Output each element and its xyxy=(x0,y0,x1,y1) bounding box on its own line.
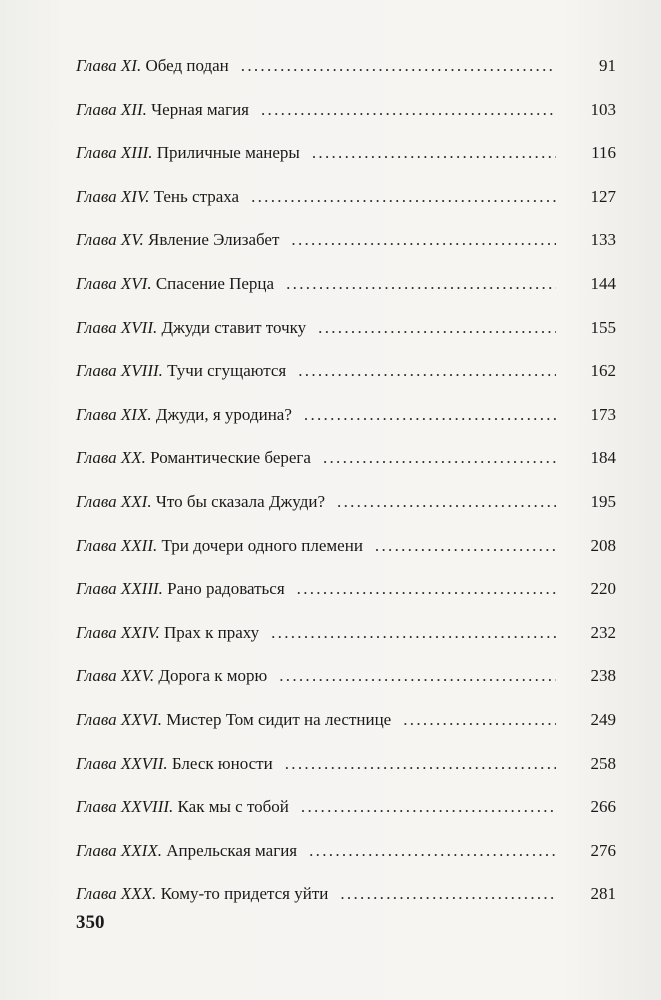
toc-entry xyxy=(76,492,616,536)
chapter-page: 258 xyxy=(590,753,616,773)
toc-entry xyxy=(76,274,616,318)
chapter-number: Глава XXIV. xyxy=(76,622,160,642)
toc-entry xyxy=(76,623,616,667)
chapter-title: Мистер Том сидит на лестнице xyxy=(166,709,392,729)
chapter-title: Черная магия xyxy=(151,99,249,119)
toc-entry xyxy=(76,100,616,144)
chapter-page: 173 xyxy=(590,404,616,424)
dot-leader xyxy=(309,841,556,861)
chapter-title: Апрельская магия xyxy=(166,840,298,860)
dot-leader xyxy=(304,405,556,425)
chapter-page: 232 xyxy=(590,622,616,642)
chapter-page: 238 xyxy=(590,666,616,686)
toc-entry xyxy=(76,405,616,449)
dot-leader xyxy=(375,536,556,556)
dot-leader xyxy=(261,100,556,120)
chapter-page: 276 xyxy=(590,840,616,860)
toc-entry xyxy=(76,361,616,405)
chapter-title: Что бы сказала Джуди? xyxy=(155,491,326,511)
dot-leader xyxy=(301,797,556,817)
page-number: 350 xyxy=(76,912,105,933)
chapter-title: Прах к праху xyxy=(164,622,260,642)
toc-entry xyxy=(76,187,616,231)
chapter-title: Как мы с тобой xyxy=(177,797,289,817)
dot-leader xyxy=(403,710,556,730)
dot-leader xyxy=(241,56,556,76)
chapter-number: Глава XIII. xyxy=(76,143,153,163)
chapter-title: Явление Элизабет xyxy=(147,230,280,250)
chapter-title: Три дочери одного племени xyxy=(161,535,363,555)
toc-entry xyxy=(76,666,616,710)
chapter-number: Глава XVI. xyxy=(76,273,152,293)
toc-entry xyxy=(76,579,616,623)
dot-leader xyxy=(279,666,556,686)
chapter-title: Джуди, я уродина? xyxy=(155,404,292,424)
chapter-title: Романтические берега xyxy=(150,448,311,468)
chapter-page: 249 xyxy=(590,709,616,729)
dot-leader xyxy=(285,754,556,774)
chapter-page: 266 xyxy=(590,797,616,817)
chapter-title: Тень страха xyxy=(153,186,240,206)
chapter-page: 103 xyxy=(590,99,616,119)
toc-entry xyxy=(76,230,616,274)
chapter-number: Глава XVII. xyxy=(76,317,158,337)
chapter-page: 220 xyxy=(590,579,616,599)
chapter-page: 195 xyxy=(590,491,616,511)
chapter-page: 127 xyxy=(590,186,616,206)
chapter-title: Рано радоваться xyxy=(167,579,285,599)
chapter-page: 208 xyxy=(590,535,616,555)
chapter-title: Блеск юности xyxy=(171,753,273,773)
chapter-number: Глава XIV. xyxy=(76,186,150,206)
toc-entry xyxy=(76,754,616,798)
toc-entry xyxy=(76,143,616,187)
chapter-number: Глава XII. xyxy=(76,99,147,119)
dot-leader xyxy=(251,187,556,207)
chapter-title: Дорога к морю xyxy=(158,666,268,686)
toc-entry xyxy=(76,884,616,928)
chapter-number: Глава XXV. xyxy=(76,666,155,686)
chapter-number: Глава XIX. xyxy=(76,404,152,424)
chapter-number: Глава XXVI. xyxy=(76,709,162,729)
table-of-contents xyxy=(76,56,616,928)
dot-leader xyxy=(312,143,556,163)
dot-leader xyxy=(323,448,556,468)
chapter-number: Глава XXIX. xyxy=(76,840,162,860)
toc-entry xyxy=(76,448,616,492)
chapter-page: 155 xyxy=(590,317,616,337)
chapter-number: Глава XI. xyxy=(76,56,142,75)
chapter-title: Приличные манеры xyxy=(156,143,300,163)
chapter-title: Кому-то придется уйти xyxy=(160,884,329,904)
chapter-page: 162 xyxy=(590,361,616,381)
toc-entry xyxy=(76,797,616,841)
chapter-page: 91 xyxy=(599,56,616,75)
chapter-number: Глава XVIII. xyxy=(76,361,163,381)
dot-leader xyxy=(298,361,556,381)
toc-entry xyxy=(76,56,616,100)
toc-entry xyxy=(76,536,616,580)
chapter-number: Глава XV. xyxy=(76,230,144,250)
toc-entry xyxy=(76,318,616,362)
chapter-number: Глава XXI. xyxy=(76,491,152,511)
toc-entry xyxy=(76,841,616,885)
chapter-number: Глава XXVII. xyxy=(76,753,168,773)
dot-leader xyxy=(297,579,556,599)
dot-leader xyxy=(337,492,556,512)
chapter-number: Глава XX. xyxy=(76,448,146,468)
chapter-number: Глава XXVIII. xyxy=(76,797,174,817)
chapter-title: Обед подан xyxy=(145,56,229,75)
dot-leader xyxy=(291,230,556,250)
dot-leader xyxy=(271,623,556,643)
dot-leader xyxy=(286,274,556,294)
chapter-page: 281 xyxy=(590,884,616,904)
dot-leader xyxy=(340,884,556,904)
chapter-page: 133 xyxy=(590,230,616,250)
chapter-title: Джуди ставит точку xyxy=(161,317,307,337)
chapter-page: 144 xyxy=(590,273,616,293)
chapter-number: Глава XXIII. xyxy=(76,579,163,599)
chapter-title: Спасение Перца xyxy=(155,273,275,293)
chapter-page: 184 xyxy=(590,448,616,468)
dot-leader xyxy=(318,318,556,338)
chapter-page: 116 xyxy=(591,143,616,163)
chapter-number: Глава XXX. xyxy=(76,884,157,904)
chapter-number: Глава XXII. xyxy=(76,535,158,555)
chapter-title: Тучи сгущаются xyxy=(167,361,287,381)
toc-entry xyxy=(76,710,616,754)
